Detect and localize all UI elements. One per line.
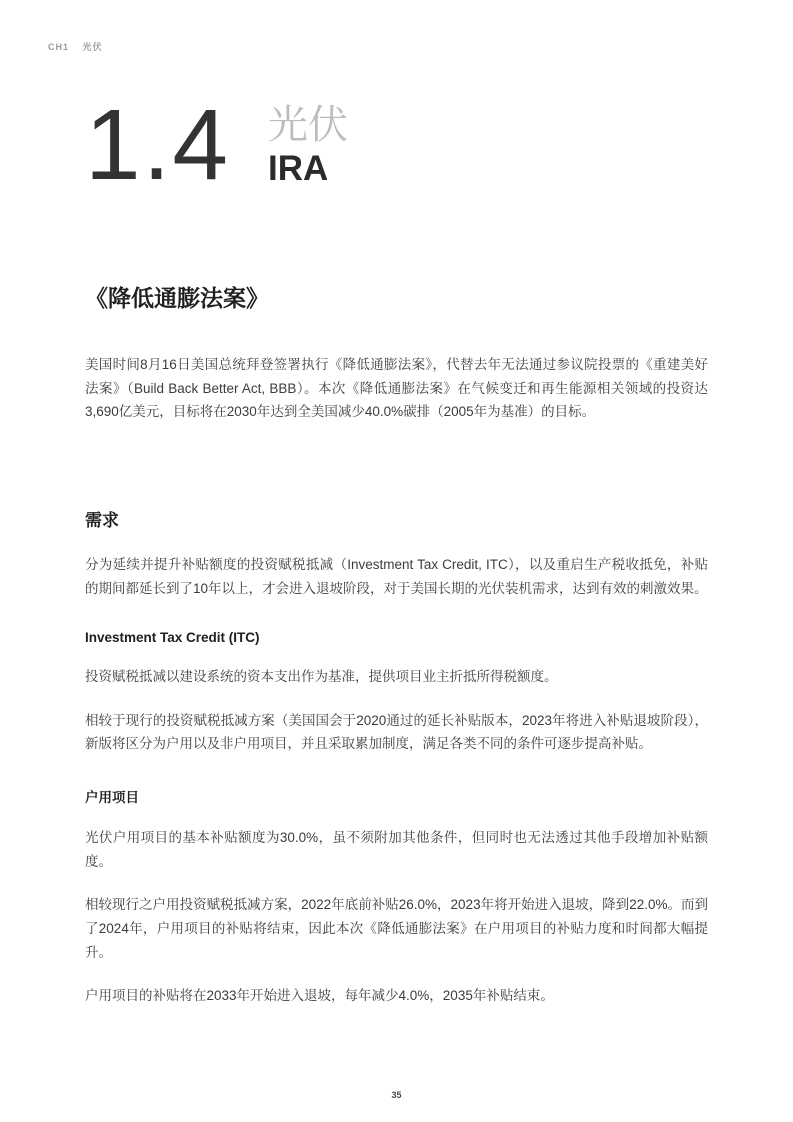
chapter-title-label: 光伏 (82, 42, 103, 52)
demand-heading: 需求 (85, 510, 119, 530)
main-title: 《降低通膨法案》 (85, 285, 269, 311)
residential-paragraph-2: 相较现行之户用投资赋税抵减方案，2022年底前补贴26.0%，2023年将开始进入退坡，降到22.0%。而到了2024年，户用项目的补贴将结束，因此本次《降低通膨法案》在户用项目的补贴力度和时间都大幅提升。 (85, 897, 708, 960)
residential-heading: 户用项目 (85, 790, 139, 805)
section-hero (85, 89, 708, 208)
itc-heading: Investment Tax Credit (ITC) (85, 630, 260, 646)
page-content (0, 89, 793, 1008)
itc-paragraph-1: 投资赋税抵减以建设系统的资本支出作为基准，提供项目业主折抵所得税额度。 (85, 669, 558, 685)
intro-paragraph: 美国时间8月16日美国总统拜登签署执行《降低通膨法案》，代替去年无法通过参议院投票的《重建美好法案》（Build Back Better Act, BBB）。本次《降低通膨法案》在气候变迁和再生能源相关领域的投资达3,690亿美元，目标将在2030年达到全美国减少40.0%碳排（2005年为基准）的目标。 (85, 357, 708, 420)
itc-paragraph-2: 相较于现行的投资赋税抵减方案（美国国会于2020通过的延长补贴版本，2023年将进入补贴退坡阶段），新版将区分为户用以及非户用项目，并且采取累加制度，满足各类不同的条件可逐步提高补贴。 (85, 712, 708, 752)
chapter-label: CH1 (48, 42, 70, 52)
page-number: 35 (391, 1090, 402, 1100)
residential-paragraph-1: 光伏户用项目的基本补贴额度为30.0%，虽不须附加其他条件，但同时也无法透过其他手段增加补贴额度。 (85, 830, 708, 869)
hero-title-label: IRA (268, 149, 329, 188)
section-number: 1.4 (85, 89, 231, 201)
demand-paragraph: 分为延续并提升补贴额度的投资赋税抵减（Investment Tax Credit, ITC），以及重启生产税收抵免，补贴的期间都延长到了10年以上，才会进入退坡阶段，对于美国长期的光伏装机需求，达到有效的刺激效果。 (85, 556, 708, 596)
hero-category-label: 光伏 (268, 103, 349, 147)
residential-paragraph-3: 户用项目的补贴将在2033年开始进入退坡，每年减少4.0%，2035年补贴结束。 (85, 988, 554, 1004)
page-header (48, 40, 103, 53)
section-hero-titles (268, 96, 348, 190)
